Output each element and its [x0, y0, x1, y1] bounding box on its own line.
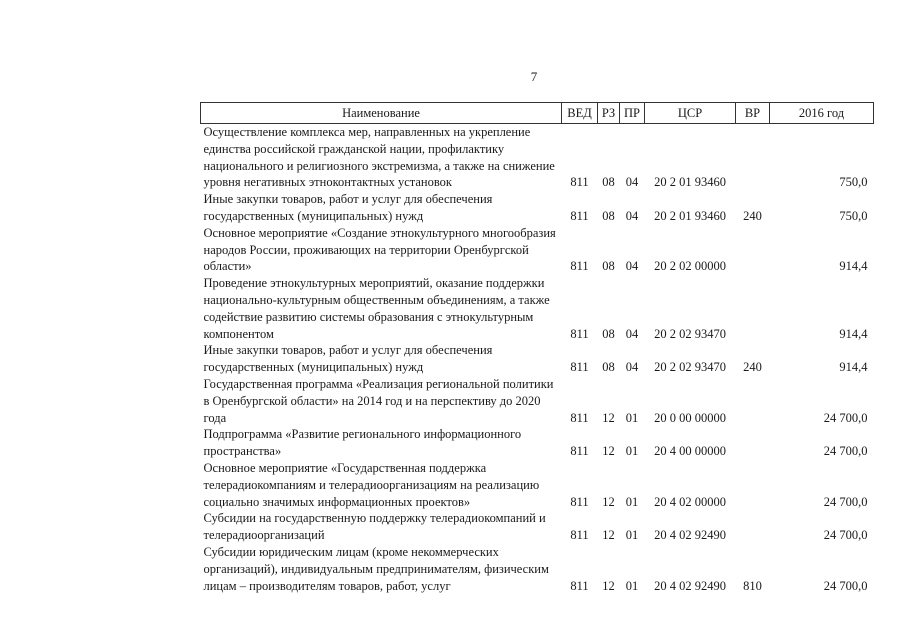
cell-name: Основное мероприятие «Государственная поддержка телерадиокомпаниям и телерадиоорганизациям на реализацию социально значимых информационных проектов»	[203, 460, 540, 509]
cell-vr	[736, 510, 770, 544]
cell-rz: 08	[602, 208, 615, 223]
cell-amount: 24 700,0	[823, 494, 868, 509]
cell-vr	[736, 460, 770, 510]
table-header	[201, 103, 874, 124]
cell-vr: 240	[743, 360, 762, 375]
table-row	[201, 510, 874, 544]
cell-vr	[736, 376, 770, 426]
cell-rz: 12	[602, 444, 615, 459]
cell-pr: 04	[625, 326, 639, 341]
cell-csr: 20 4 02 00000	[654, 494, 726, 509]
table-row	[201, 544, 874, 594]
cell-name: Государственная программа «Реализация региональной политики в Оренбургской области» на 2014 год и на перспективу до 2020 года	[203, 376, 554, 425]
cell-csr: 20 2 02 93470	[654, 360, 726, 375]
budget-table	[200, 102, 874, 594]
cell-pr: 01	[625, 494, 639, 509]
cell-csr: 20 2 02 93470	[654, 326, 726, 341]
cell-amount: 24 700,0	[823, 528, 868, 543]
cell-csr: 20 4 02 92490	[654, 578, 726, 593]
cell-pr: 01	[625, 444, 639, 459]
cell-ved: 811	[570, 494, 589, 509]
cell-ved: 811	[570, 208, 589, 223]
cell-ved: 811	[570, 326, 589, 341]
cell-csr: 20 2 01 93460	[654, 175, 726, 190]
header-vr: ВР	[736, 103, 770, 124]
cell-vr	[736, 225, 770, 275]
header-csr: ЦСР	[645, 103, 736, 124]
cell-ved: 811	[570, 410, 589, 425]
cell-ved: 811	[570, 175, 589, 190]
cell-rz: 08	[602, 259, 615, 274]
cell-amount: 750,0	[839, 208, 868, 223]
cell-vr	[736, 124, 770, 192]
cell-rz: 12	[602, 410, 615, 425]
table-row	[201, 124, 874, 192]
cell-csr: 20 2 02 00000	[654, 259, 726, 274]
cell-name: Субсидии на государственную поддержку телерадиокомпаний и телерадиоорганизаций	[203, 511, 546, 543]
cell-csr: 20 4 02 92490	[654, 528, 726, 543]
table-row	[201, 191, 874, 225]
cell-pr: 01	[625, 528, 639, 543]
cell-csr: 20 4 00 00000	[654, 444, 726, 459]
cell-pr: 04	[625, 208, 639, 223]
cell-rz: 08	[602, 175, 615, 190]
table-row	[201, 376, 874, 426]
table-row	[201, 342, 874, 376]
cell-ved: 811	[570, 360, 589, 375]
table-body	[201, 124, 874, 595]
cell-amount: 914,4	[839, 326, 868, 341]
cell-amount: 24 700,0	[823, 578, 868, 593]
cell-pr: 01	[625, 578, 639, 593]
cell-csr: 20 0 00 00000	[654, 410, 726, 425]
cell-rz: 08	[602, 360, 615, 375]
cell-name: Основное мероприятие «Создание этнокультурного многообразия народов России, проживающих на территории Оренбургской области»	[203, 225, 556, 274]
header-row	[201, 103, 874, 124]
cell-amount: 914,4	[839, 360, 868, 375]
cell-rz: 08	[602, 326, 615, 341]
page-number: 7	[530, 69, 538, 84]
cell-ved: 811	[570, 444, 589, 459]
cell-name: Иные закупки товаров, работ и услуг для обеспечения государственных (муниципальных) нужд	[203, 192, 493, 223]
header-pr: ПР	[620, 103, 645, 124]
cell-name: Иные закупки товаров, работ и услуг для обеспечения государственных (муниципальных) нужд	[203, 343, 493, 375]
cell-name: Подпрограмма «Развитие регионального информационного пространства»	[203, 427, 522, 459]
table-row	[201, 460, 874, 510]
cell-rz: 12	[602, 528, 615, 543]
cell-name: Осуществление комплекса мер, направленных на укрепление единства российской гражданской нации, профилактику национального и религиозного экстремизма, а также на снижение уровня негативных этноконтактных установок	[203, 125, 555, 190]
cell-rz: 12	[602, 578, 615, 593]
table-row	[201, 426, 874, 460]
cell-ved: 811	[570, 578, 589, 593]
cell-vr: 810	[743, 578, 762, 593]
cell-ved: 811	[570, 528, 589, 543]
cell-pr: 04	[625, 175, 639, 190]
cell-amount: 914,4	[839, 259, 868, 274]
cell-pr: 04	[625, 259, 639, 274]
header-rz: РЗ	[598, 103, 620, 124]
cell-vr: 240	[743, 208, 762, 223]
cell-pr: 04	[625, 360, 639, 375]
table-row	[201, 275, 874, 342]
table-row	[201, 225, 874, 275]
cell-vr	[736, 426, 770, 460]
header-year: 2016 год	[770, 103, 874, 124]
cell-csr: 20 2 01 93460	[654, 208, 726, 223]
header-ved: ВЕД	[562, 103, 598, 124]
cell-amount: 24 700,0	[823, 410, 868, 425]
cell-amount: 24 700,0	[823, 444, 868, 459]
cell-name: Проведение этнокультурных мероприятий, оказание поддержки национально-культурным общественным объединениям, а также содействие развитию системы образования с этнокультурным компонентом	[203, 276, 550, 341]
header-name: Наименование	[201, 103, 562, 124]
cell-name: Субсидии юридическим лицам (кроме некоммерческих организаций), индивидуальным предпринимателям, физическим лицам – производителям товаров, работ, услуг	[203, 544, 549, 593]
cell-amount: 750,0	[839, 175, 868, 190]
cell-vr	[736, 275, 770, 342]
cell-ved: 811	[570, 259, 589, 274]
cell-rz: 12	[602, 494, 615, 509]
cell-pr: 01	[625, 410, 639, 425]
